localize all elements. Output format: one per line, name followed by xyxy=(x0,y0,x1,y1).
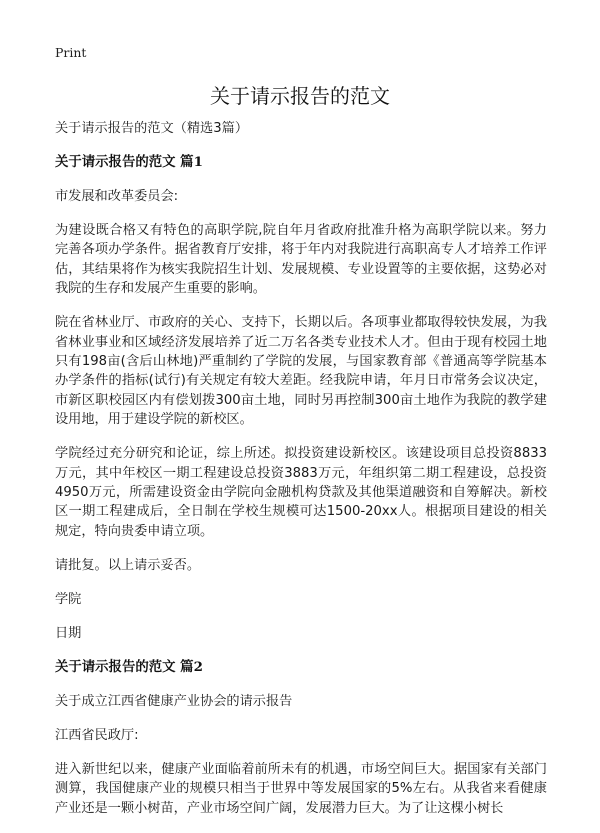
document-body xyxy=(55,119,547,833)
section-2-subject: 关于成立江西省健康产业协会的请示报告 xyxy=(55,693,293,709)
document-subtitle: 关于请示报告的范文（精选3篇） xyxy=(55,121,249,136)
print-link[interactable]: Print xyxy=(55,45,87,60)
page-title: 关于请示报告的范文 xyxy=(210,84,390,108)
section-2-paragraph-1: 进入新世纪以来，健康产业面临着前所未有的机遇，市场空间巨大。据国家有关部门测算，我国健康产业的规模只相当于世界中等发展国家的5%左右。从我省来看健康产业还是一颗小树苗，产业市场空间广阔，发展潜力巨大。为了让这棵小树长 xyxy=(55,761,547,816)
section-1-paragraph-2: 院在省林业厅、市政府的关心、支持下，长期以后。各项事业都取得较快发展，为我省林业事业和区域经济发展培养了近二万名各类专业技术人才。但由于现有校园土地只有198亩(含后山林地)严重制约了学院的发展，与国家教育部《普通高等学院基本办学条件的指标(试行)有关规定有较大差距。经我院申请，年月日市常务会议决定，市新区职校园区内有偿划拨300亩土地，同时另再控制300亩土地作为我院的教学建设用地，用于建设学院的新校区。 xyxy=(55,315,547,428)
section-2-salutation: 江西省民政厅: xyxy=(55,727,139,743)
section-1-date: 日期 xyxy=(55,625,82,641)
section-1-paragraph-1: 为建设既合格又有特色的高职学院,院自年月省政府批准升格为高职学院以来。努力完善各项办学条件。据省教育厅安排，将于年内对我院进行高职高专人才培养工作评估，其结果将作为核实我院招生计划、发展规模、专业设置等的主要依据，这势必对我院的生存和发展产生重要的影响。 xyxy=(55,223,547,297)
section-1-closing: 请批复。以上请示妥否。 xyxy=(55,557,201,573)
section-1-salutation: 市发展和改革委员会: xyxy=(55,189,179,204)
section-2-heading: 关于请示报告的范文 篇2 xyxy=(55,658,203,675)
section-1-heading: 关于请示报告的范文 篇1 xyxy=(55,154,203,170)
section-1-signature: 学院 xyxy=(55,591,82,607)
section-1-paragraph-3: 学院经过充分研究和论证，综上所述。拟投资建设新校区。该建设项目总投资8833万元，其中年校区一期工程建设总投资3883万元，年组织第二期工程建设，总投资4950万元，所需建设资金由学院向金融机构贷款及其他渠道融资和自筹解决。新校区一期工程建成后，全日制在学校生规模可达1500-20xx人。根据项目建设的相关规定，特向贵委申请立项。 xyxy=(55,446,547,539)
